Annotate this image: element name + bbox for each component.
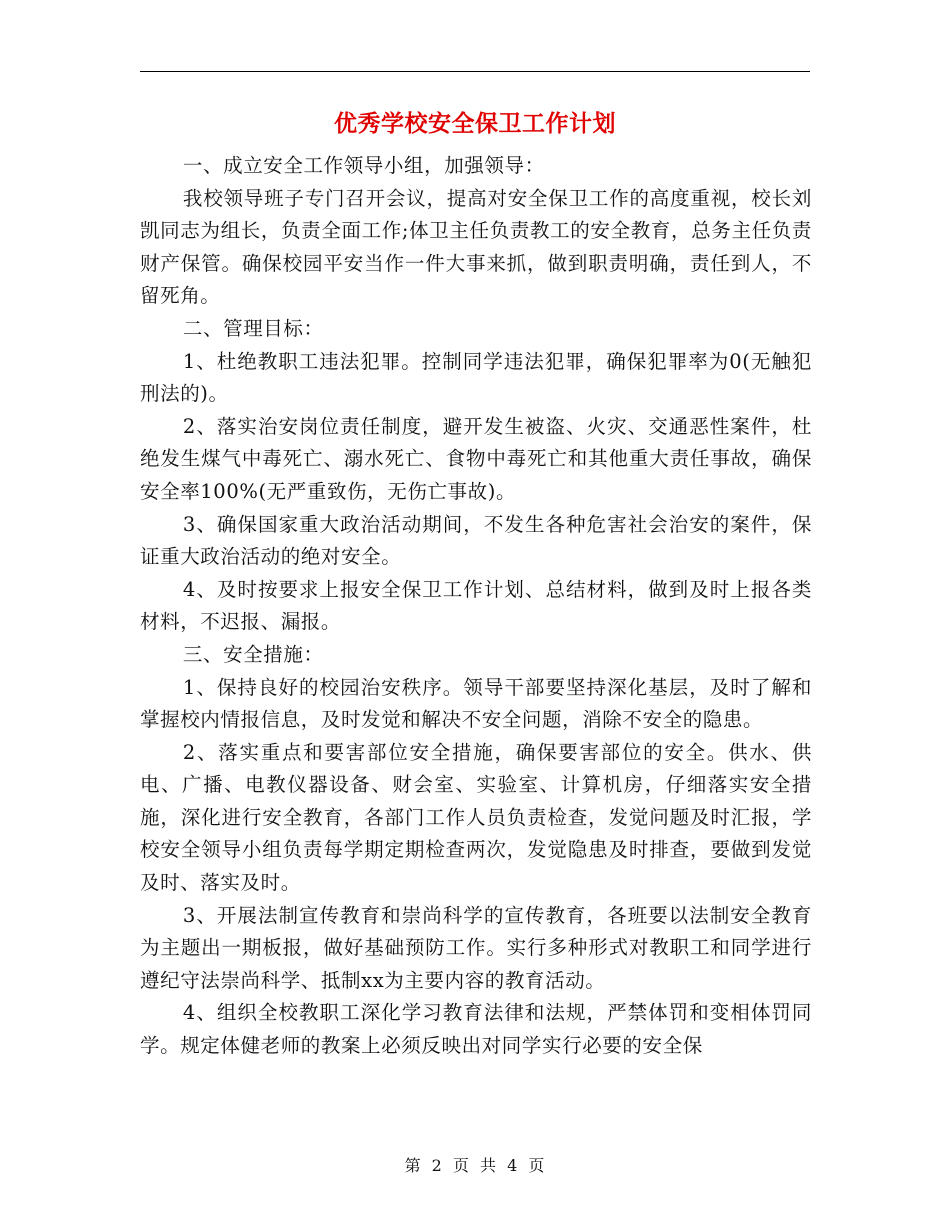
- body-paragraph: 我校领导班子专门召开会议，提高对安全保卫工作的高度重视，校长刘凯同志为组长，负责全面工作;体卫主任负责教工的安全教育，总务主任负责财产保管。确保校园平安当作一件大事来抓，做到职责明确，责任到人，不留死角。: [140, 186, 812, 308]
- body-paragraph: 2、落实治安岗位责任制度，避开发生被盗、火灾、交通恶性案件，杜绝发生煤气中毒死亡、溺水死亡、食物中毒死亡和其他重大责任事故，确保安全率100%(无严重致伤，无伤亡事故)。: [140, 414, 812, 503]
- body-paragraph: 3、开展法制宣传教育和崇尚科学的宣传教育，各班要以法制安全教育为主题出一期板报，做好基础预防工作。实行多种形式对教职工和同学进行遵纪守法崇尚科学、抵制xx为主要内容的教育活动。: [140, 903, 812, 992]
- body-paragraph: 1、保持良好的校园治安秩序。领导干部要坚持深化基层，及时了解和掌握校内情报信息，及时发觉和解决不安全问题，消除不安全的隐患。: [140, 675, 812, 732]
- document-body: [140, 150, 812, 1063]
- page-footer: 第 2 页 共 4 页: [404, 1156, 546, 1175]
- body-paragraph: 1、杜绝教职工违法犯罪。控制同学违法犯罪，确保犯罪率为0(无触犯刑法的)。: [140, 349, 812, 406]
- document-title: 优秀学校安全保卫工作计划: [334, 111, 616, 137]
- section-heading: 一、成立安全工作领导小组，加强领导：: [182, 154, 545, 177]
- section-heading: 三、安全措施：: [182, 642, 324, 666]
- body-paragraph: 4、组织全校教职工深化学习教育法律和法规，严禁体罚和变相体罚同学。规定体健老师的教案上必须反映出对同学实行必要的安全保: [140, 1001, 812, 1058]
- body-paragraph: 4、及时按要求上报安全保卫工作计划、总结材料，做到及时上报各类材料，不迟报、漏报。: [140, 577, 812, 634]
- body-paragraph: 2、落实重点和要害部位安全措施，确保要害部位的安全。供水、供电、广播、电教仪器设备、财会室、实验室、计算机房，仔细落实安全措施，深化进行安全教育，各部门工作人员负责检查，发觉问题及时汇报，学校安全领导小组负责每学期定期检查两次，发觉隐患及时排查，要做到发觉及时、落实及时。: [140, 740, 812, 895]
- section-heading: 二、管理目标：: [182, 316, 324, 340]
- header-rule: [140, 71, 810, 72]
- body-paragraph: 3、确保国家重大政治活动期间，不发生各种危害社会治安的案件，保证重大政治活动的绝对安全。: [140, 512, 812, 569]
